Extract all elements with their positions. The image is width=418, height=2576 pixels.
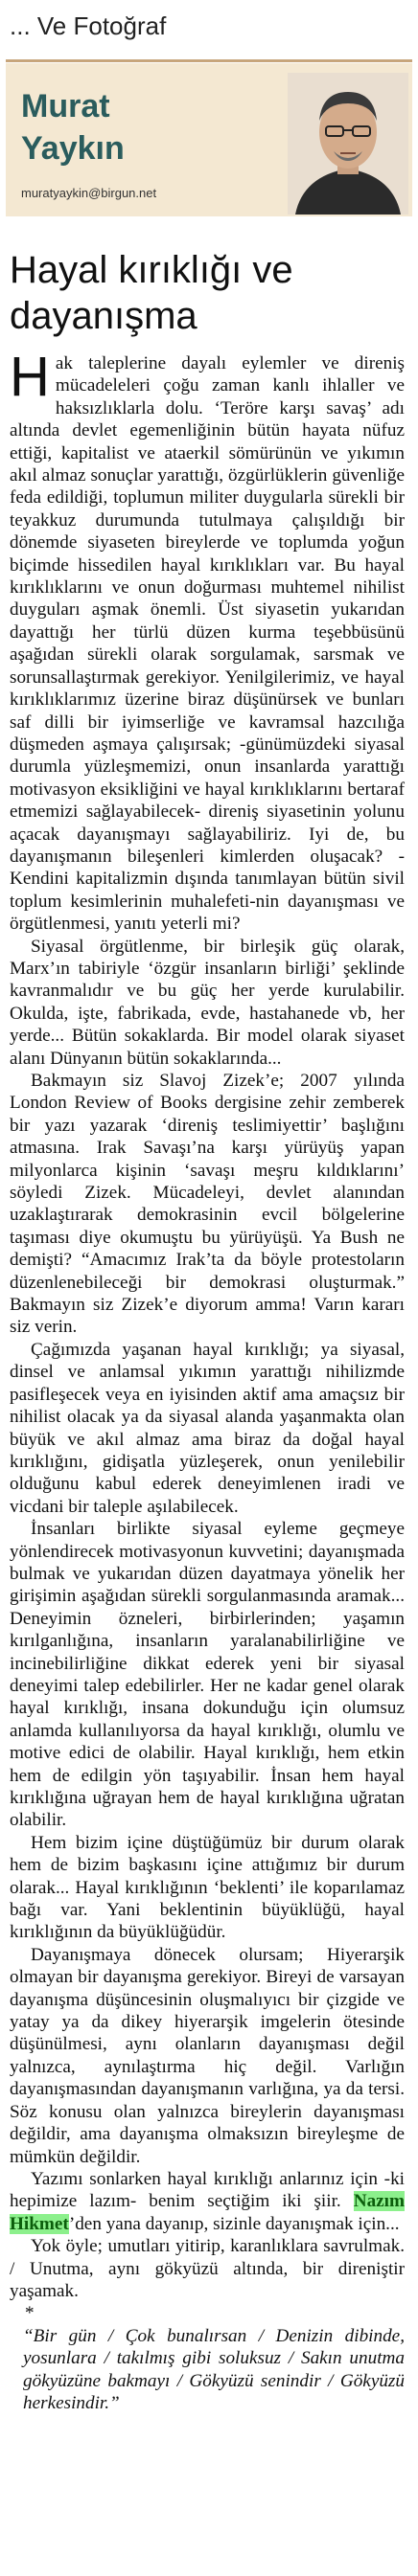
article-title-line-1: Hayal kırıklığı ve [10, 249, 293, 291]
article-body [10, 346, 405, 2414]
author-portrait [288, 73, 408, 215]
author-first-name: Murat [21, 88, 110, 124]
paragraph-6: Hem bizim içine düştüğümüz bir durum olarak hem de bizim başkasını içine attığımız bir durum olarak... Hayal kırıklığının ‘beklenti’ ile koparılamaz bağı var. Yani beklentinin büyüklüğü, hayal kırıklığının da büyüklüğüdür. [10, 1832, 405, 1943]
paragraph-2: Siyasal örgütlenme, bir birleşik güç olarak, Marx’ın tabiriyle ‘özgür insanların birliği’ şeklinde kavranmalıdır ve bu güç her yerde kurulabilir. Okulda, işte, fabrikada, evde, hastahanede vb, her yerde... Bütün sokaklarda. Bir model olarak siyaset alanı Dünyanın bütün sokaklarında... [10, 936, 405, 1069]
paragraph-9: Yok öyle; umutları yitirip, karanlıklara savrulmak. / Unutma, aynı gökyüzü altında, bir direniştir yaşamak. [10, 2236, 405, 2301]
paragraph-7: Dayanışmaya dönecek olursam; Hiyerarşik olmayan bir dayanışma gerekiyor. Bireyi de varsayan dayanışma düşüncesinin oluşmalıyıcı bir çizgide ve yatay ya da dikey hiyerarşik imgelerin ötesinde düşünülmesi, aynı olanların dayanışması değil yalnızca, aynılaştırma hiç değil. Varlığın dayanışmasından dayanışmanın varlığına, ya da tersi. Söz konusu olan yalnızca bireylerin dayanışması değildir, ama dayanışma olmaksızın bireyleşme de mümkün değildir. [10, 1944, 405, 2167]
paragraph-8-text-b: ’den yana dayanıp, sizinle dayanışmak için... [68, 2213, 400, 2234]
highlighted-name: Nazım Hikmet [10, 2191, 405, 2234]
poem-quote: “Bir gün / Çok bunalırsan / Denizin dibinde, yosunlara / takılmış gibi soluksuz / Sakın unutma gökyüzüne bakmayı / Gökyüzü senindir / Gökyüzü herkesindir.” [23, 2325, 405, 2413]
author-email: muratyaykin@birgun.net [21, 186, 157, 200]
author-box [6, 63, 412, 216]
paragraph-8 [10, 2168, 405, 2235]
drop-cap: H [10, 346, 50, 408]
paragraph-1-text: ak taleplerine dayalı eylemler ve direniş mücadeleleri çoğu zaman kanlı ihlaller ve haksızlıklarla dolu. ‘Teröre karşı savaş’ adı altında devlet egemenliğinin bütün hayata nüfuz ettiği, kapitalist ve ataerkil sömürünün ve yıkımın akıl almaz sonuçlar yarattığı, özgürlüklerin güvenliğe feda edildiği, toplumun militer duygularla sürekli bir teyakkuz durumunda tutulmaya çalışıldığı bir dönemde siyaseten bireylerde ve toplumda yoğun biçimde hissedilen hayal kırıklıkları var. Bu hayal kırıklıklarını ve onun doğurması muhtemel nihilist duyguları aşmak önemli. Üst siyasetin yukarıdan dayattığı her türlü düzen kurma teşebbüsünü aşağıdan sürekli olarak sorgulamak, sarsmak ve sorunsallaştırmak gerekiyor. Yenilgilerimiz, ve hayal kırıklıklarımız üzerine biraz düşünürsek ve bunları saf dilli bir iyimserliğe ve kavramsal hazcılığa düşmeden aşmaya çalışırsak; -günümüzdeki siyasal durumla yüzleşmemizi, onun insanlarda yarattığı motivasyon eksikliğini ve hayal kırıklıklarını bertaraf etmemizi sağlayabilecek- direniş siyasetinin yolunu açacak dayanışmayı sağlayabiliriz. Iyi de, bu dayanışmanın bileşenleri kimlerden oluşacak? -Kendini kapitalizmin dışında tanımlayan bütün sivil toplum kesimlerinin muhalefeti-nin dayanışması ve örgütlenmesi, yanıtı yeterli mi? [10, 353, 405, 935]
article-title-line-2: dayanışma [10, 295, 197, 337]
section-title: ... Ve Fotoğraf [10, 11, 167, 40]
author-last-name: Yaykın [21, 130, 125, 167]
paragraph-3: Bakmayın siz Slavoj Zizek’e; 2007 yılında London Review of Books dergisine zehir zemberek bir yazı yazarak ‘direniş teslimiyettir’ başlığını atmasına. Irak Savaşı’na karşı yürüyüş yapan milyonlarca kişinin ‘savaşı meşru kıldıklarını’ söyledi Zizek. Mücadeleyi, devlet alanından uzaklaştırarak demokrasinin evcil bölgelerine taşıması diye okumuştu bu yürüyüşü. Ya Bush ne demişti? “Amacımız Irak’ta da böyle protestoların düzenlenebileceği bir demokrasi oluşturmak.” Bakmayın siz Zizek’e diyorum amma! Varın kararı siz verin. [10, 1071, 405, 1338]
article-title [10, 247, 410, 339]
paragraph-1 [10, 346, 405, 936]
poem-separator: * [25, 2303, 35, 2324]
paragraph-5: İnsanları birlikte siyasal eyleme geçmeye yönlendirecek motivasyonun kuvvetini; dayanışmada bulmak ve yukarıdan düzen dayatmaya yönelik her girişimin aşağıdan sürekli sorgulanmasında aramak... Deneyimin özneleri, birbirlerinden; yaşamın kırılganlığına, insanların yaralanabilirliğine ve incinebilirliğine dikkat ederek yeni bir siyasal deneyimi talep edebilirler. Her ne kadar genel olarak hayal kırıklığı, insana dokunduğu için olumsuz anlamda kullanılıyorsa da hayal kırıklığı, olumlu ve motive edici de olabilir. Hayal kırıklığı, hem etkin hem de edilgin yön taşıyabilir. İnsan hem hayal kırıklığına uğrayan hem de hayal kırıklığına uğratan olabilir. [10, 1519, 405, 1831]
paragraph-4: Çağımızda yaşanan hayal kırıklığı; ya siyasal, dinsel ve anlamsal yıkımın yarattığı nihilizmde pasifleşecek veya en iyisinden aktif ama amaçsız bir nihilist olacak ya da siyasal alanda yaşanmakta olan büyük ve akıl almaz ama biraz da doğal hayal kırıklığını, gidişatla yüzleşerek, onun yenilebilir olduğunu kabul ederek deneyimlenen iradi ve vicdani bir taleple aşılabilecek. [10, 1339, 405, 1517]
paragraph-8-text-a: Yazımı sonlarken hayal kırıklığı anlarınız için -ki hepimize lazım- benim seçtiğim iki şiir. [10, 2168, 405, 2212]
header-rule [6, 59, 412, 62]
